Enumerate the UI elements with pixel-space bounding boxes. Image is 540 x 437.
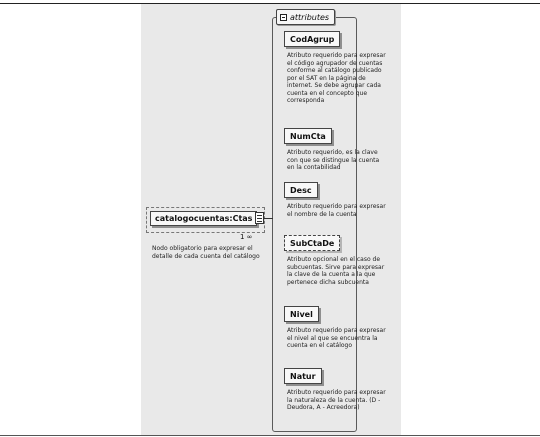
attribute-name: SubCtaDe [290, 238, 335, 248]
attribute-desc-description: Atributo requerido para expresar el nombre de la cuenta [287, 203, 386, 218]
root-element-description: Nodo obligatorio para expresar el detalle de cada cuenta del catálogo [152, 245, 260, 260]
attributes-group-header[interactable] [276, 9, 335, 25]
connector-line [264, 218, 273, 219]
attribute-numcta[interactable] [284, 128, 332, 144]
attribute-subctade[interactable] [284, 235, 340, 251]
attribute-name: Desc [290, 185, 312, 195]
attribute-nivel[interactable] [284, 306, 319, 322]
attribute-natur[interactable] [284, 368, 322, 384]
bottom-rule [0, 435, 540, 436]
attribute-subctade-description: Atributo opcional en el caso de subcuentas. Sirve para expresar la clave de la cuenta a la que pertenece dicha subcuenta [287, 256, 385, 286]
attribute-codagrup[interactable] [284, 31, 340, 47]
attribute-name: Natur [290, 371, 316, 381]
attribute-name: NumCta [290, 131, 326, 141]
collapse-icon[interactable] [280, 14, 287, 21]
attribute-natur-description: Atributo requerido para expresar la naturaleza de la cuenta. (D - Deudora, A - Acreedora) [287, 389, 386, 411]
root-element-box[interactable] [150, 211, 257, 226]
attribute-nivel-description: Atributo requerido para expresar el nivel al que se encuentra la cuenta en el catálogo [287, 327, 386, 349]
root-element-label: catalogocuentas:Ctas [155, 214, 253, 223]
attribute-name: CodAgrup [290, 34, 335, 44]
attributes-connector-icon[interactable] [255, 212, 264, 224]
attribute-codagrup-description: Atributo requerido para expresar el código agrupador de cuentas conforme al catálogo publicado por el SAT en la página de internet. Se debe agrupar cada cuenta en el concepto que corresponda [287, 52, 386, 104]
root-cardinality: 1 ∞ [240, 233, 253, 241]
attribute-desc[interactable] [284, 182, 318, 198]
attributes-group-title: attributes [290, 12, 330, 22]
attribute-name: Nivel [290, 309, 313, 319]
attribute-numcta-description: Atributo requerido, es la clave con que se distingue la cuenta en la contabilidad [287, 149, 380, 171]
